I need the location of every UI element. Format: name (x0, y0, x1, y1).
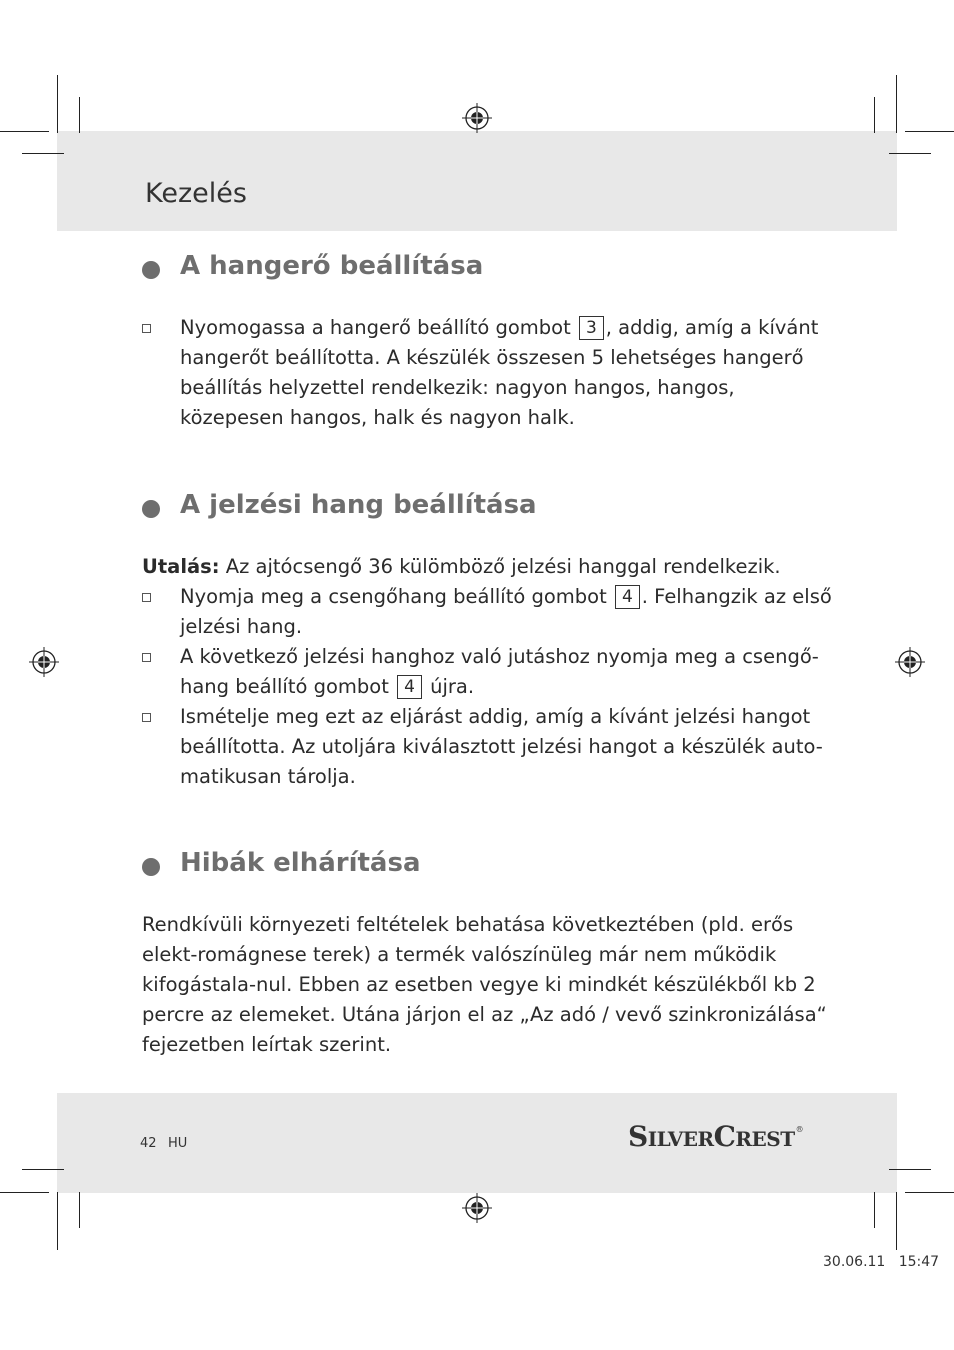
checkbox-bullet-icon (142, 324, 151, 333)
crop-mark (79, 1192, 80, 1228)
list-item: A következő jelzési hanghoz való jutáshoz nyomja meg a csengő-hang beállító gombot 4 újra. (142, 642, 832, 702)
crop-mark (874, 97, 875, 133)
list-item: Nyomogassa a hangerő beállító gombot 3 , addig, amíg a kívánt hangerőt beállította. A készülék összesen 5 lehetséges hangerő beállítás helyzettel rendelkezik: nagyon hangos, hangos, közepesen hangos, halk és nagyon halk. (142, 313, 832, 433)
section-title: A hangerő beállítása (180, 251, 484, 281)
checkbox-bullet-icon (142, 713, 151, 722)
crop-mark (896, 75, 897, 133)
crop-mark (905, 131, 954, 132)
brand-logo: SilverCrest® (628, 1120, 804, 1153)
section-volume (142, 249, 832, 433)
section-bullet-icon (142, 261, 160, 279)
note-label: Utalás: (142, 555, 220, 578)
section-heading (142, 249, 832, 285)
registration-mark-icon (462, 103, 492, 133)
crop-mark (0, 1192, 49, 1193)
note (142, 552, 832, 582)
note-text: Az ajtócsengő 36 külömböző jelzési hanggal rendelkezik. (225, 555, 781, 578)
crop-mark (22, 1169, 64, 1170)
registration-mark-icon (29, 647, 59, 677)
section-heading (142, 488, 832, 524)
paragraph: Rendkívüli környezeti feltételek behatása következtében (pld. erős elekt-romágnese terek) a termék valószínüleg már nem működik kifogástala-nul. Ebben az esetben vegye ki mindkét készülékből kb 2 percre az elemeket. Utána járjon el az „Az adó / vevő szinkronizálása“ fejezetben leírtak szerint. (142, 913, 827, 1056)
checkbox-bullet-icon (142, 593, 151, 602)
checkbox-bullet-icon (142, 653, 151, 662)
section-chime (142, 488, 832, 792)
section-title: A jelzési hang beállítása (180, 490, 537, 520)
crop-mark (57, 75, 58, 133)
print-timestamp: 30.06.11 15:47 (823, 1254, 940, 1270)
section-title: Hibák elhárítása (180, 848, 421, 878)
crop-mark (896, 1192, 897, 1250)
crop-mark (889, 153, 931, 154)
section-heading (142, 846, 832, 882)
crop-mark (0, 131, 49, 132)
registration-mark-icon (462, 1193, 492, 1223)
page-number: 42 (140, 1136, 157, 1151)
language-code: HU (168, 1136, 188, 1151)
registration-mark-icon (895, 647, 925, 677)
list-item: Nyomja meg a csengőhang beállító gombot 4 . Felhangzik az első jelzési hang. (142, 582, 832, 642)
section-bullet-icon (142, 858, 160, 876)
crop-mark (905, 1192, 954, 1193)
crop-mark (79, 97, 80, 133)
key-reference: 4 (615, 585, 640, 609)
section-bullet-icon (142, 500, 160, 518)
key-reference: 4 (397, 675, 422, 699)
crop-mark (889, 1169, 931, 1170)
crop-mark (22, 153, 64, 154)
key-reference: 3 (579, 316, 604, 340)
crop-mark (874, 1192, 875, 1228)
chapter-title: Kezelés (145, 178, 247, 209)
list-item: Ismételje meg ezt az eljárást addig, amíg a kívánt jelzési hangot beállította. Az utoljára kiválasztott jelzési hangot a készülék auto-matikusan tárolja. (142, 702, 832, 792)
section-troubleshooting (142, 846, 832, 1060)
crop-mark (57, 1192, 58, 1250)
